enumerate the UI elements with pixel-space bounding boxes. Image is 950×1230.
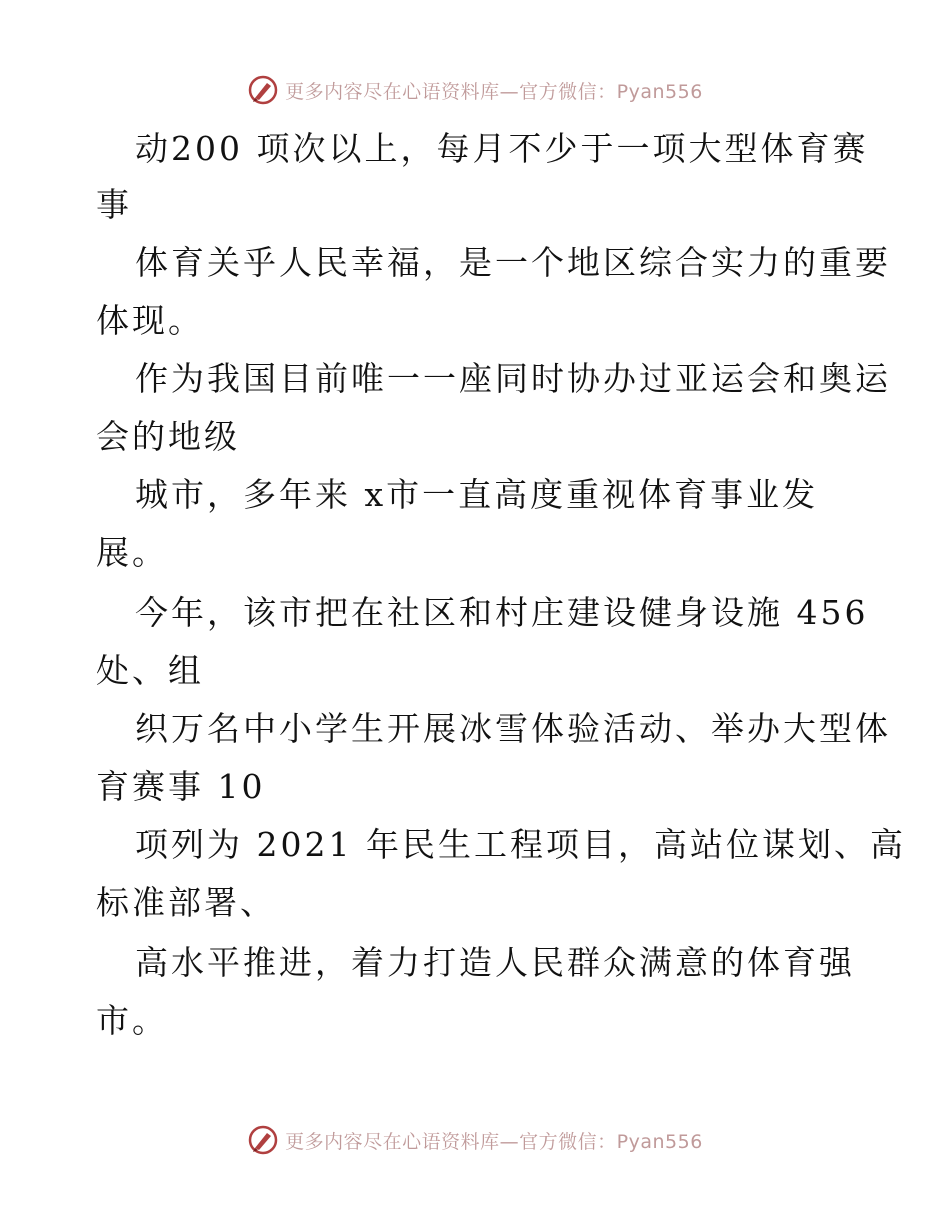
pen-logo-icon bbox=[247, 74, 279, 106]
body-line: 织万名中小学生开展冰雪体验活动、举办大型体 bbox=[135, 709, 891, 748]
body-line: 动200 项次以上，每月不少于一项大型体育赛 bbox=[135, 129, 869, 168]
footer-banner bbox=[0, 1120, 950, 1160]
body-line: 展。 bbox=[96, 533, 168, 572]
pen-logo-icon bbox=[247, 1124, 279, 1156]
body-line: 作为我国目前唯一一座同时协办过亚运会和奥运 bbox=[135, 359, 891, 398]
header-banner bbox=[0, 70, 950, 110]
footer-banner-text: 更多内容尽在心语资料库—官方微信：Pyan556 bbox=[285, 1130, 703, 1153]
body-line: 项列为 2021 年民生工程项目，高站位谋划、高 bbox=[135, 825, 906, 864]
body-line: 体育关乎人民幸福，是一个地区综合实力的重要 bbox=[135, 243, 891, 282]
body-line: 市。 bbox=[96, 1001, 168, 1040]
body-line: 体现。 bbox=[96, 301, 204, 340]
header-banner-text: 更多内容尽在心语资料库—官方微信：Pyan556 bbox=[285, 80, 703, 103]
body-line: 育赛事 10 bbox=[96, 767, 266, 806]
body-line: 标准部署、 bbox=[96, 883, 276, 922]
body-line: 城市，多年来 x市一直高度重视体育事业发 bbox=[135, 475, 819, 514]
body-line: 今年，该市把在社区和村庄建设健身设施 456 bbox=[135, 593, 869, 632]
body-line: 会的地级 bbox=[96, 417, 240, 456]
body-line: 事 bbox=[96, 185, 132, 224]
body-line: 处、组 bbox=[96, 651, 204, 690]
body-line: 高水平推进，着力打造人民群众满意的体育强 bbox=[135, 943, 855, 982]
